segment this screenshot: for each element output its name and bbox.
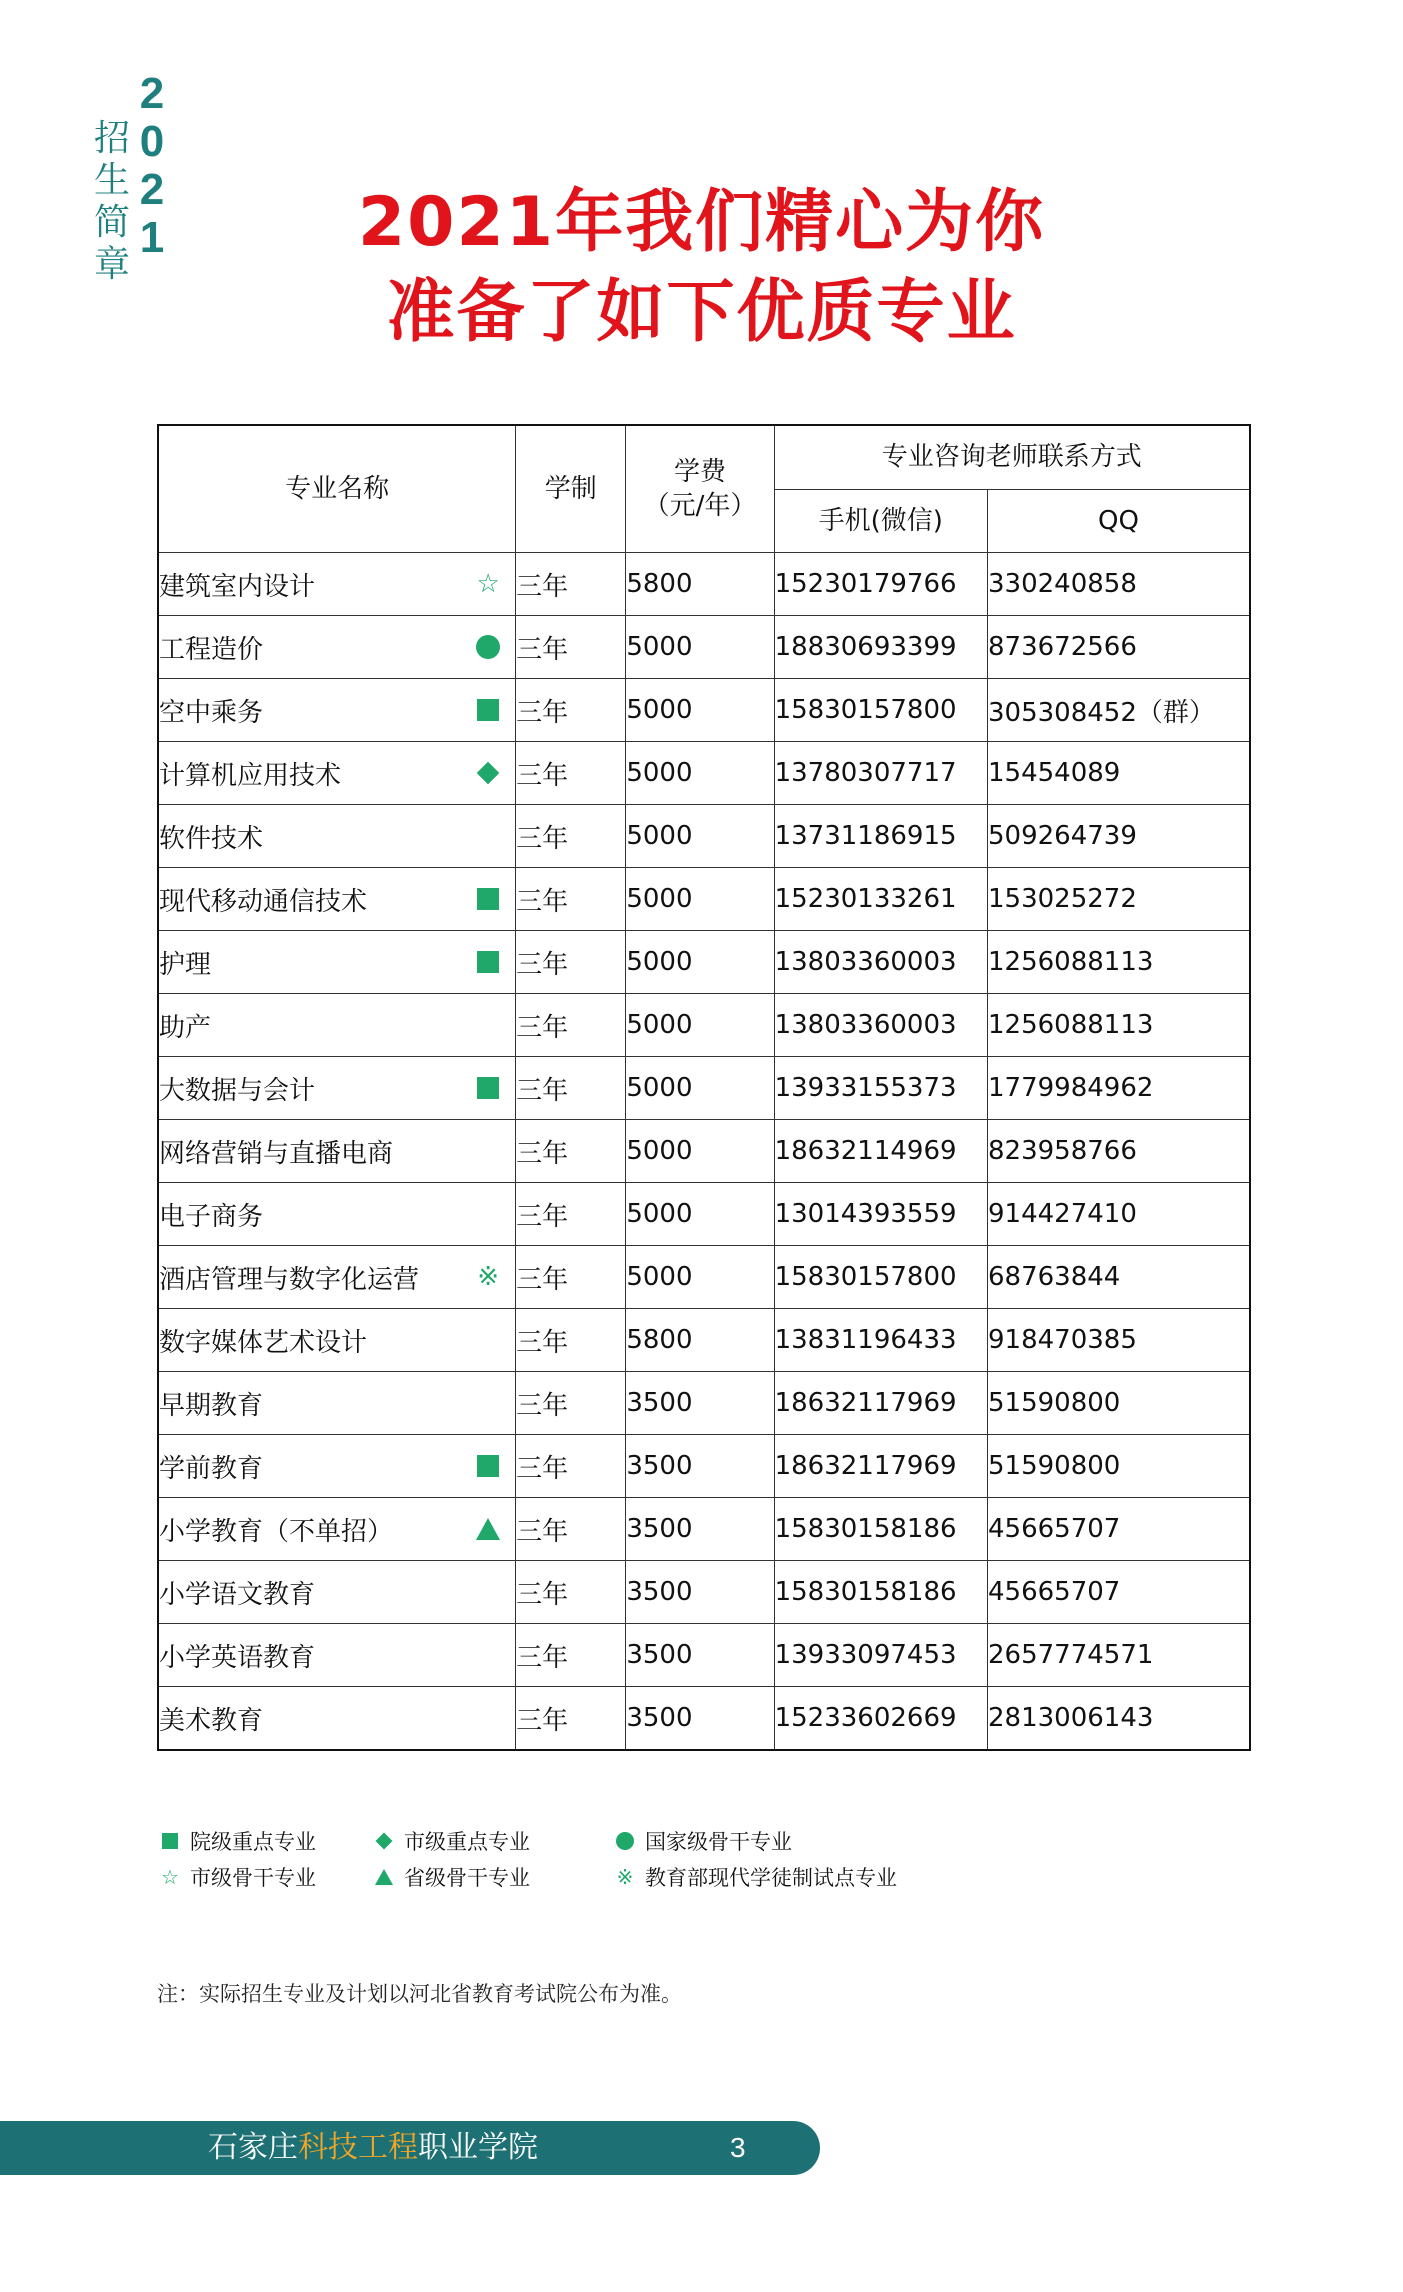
qq-cell	[987, 1561, 1250, 1624]
phone-cell	[774, 931, 987, 994]
year-digit: 2	[139, 165, 165, 214]
duration-cell	[516, 868, 626, 931]
school-name	[208, 2128, 538, 2168]
table-row	[158, 1309, 1250, 1372]
qq-cell-text: 873672566	[987, 632, 1137, 662]
major-name-cell	[158, 742, 516, 805]
legend-label: 市级骨干专业	[190, 1866, 316, 1890]
major-name-cell-text: 护理	[159, 949, 212, 980]
fee-cell-text: 5000	[626, 1073, 693, 1103]
major-name-cell	[158, 994, 516, 1057]
square-icon	[475, 1075, 501, 1101]
major-name-cell-text: 大数据与会计	[159, 1075, 316, 1106]
major-name-cell-text: 早期教育	[159, 1390, 264, 1421]
duration-cell	[516, 805, 626, 868]
legend-item	[374, 1826, 530, 1856]
fee-cell-text: 5000	[626, 821, 693, 851]
duration-cell-text: 三年	[516, 823, 569, 854]
phone-cell-text: 15830157800	[774, 695, 957, 725]
phone-cell	[774, 1372, 987, 1435]
duration-cell-text: 三年	[516, 634, 569, 665]
qq-cell	[987, 1435, 1250, 1498]
fee-cell	[626, 931, 774, 994]
fee-cell-text: 3500	[626, 1514, 693, 1544]
duration-cell-text: 三年	[516, 1453, 569, 1484]
duration-cell-text: 三年	[516, 1012, 569, 1043]
square-icon	[475, 697, 501, 723]
phone-cell	[774, 1687, 987, 1751]
table-row	[158, 679, 1250, 742]
qq-cell-text: 1256088113	[987, 947, 1154, 977]
qq-cell	[987, 679, 1250, 742]
duration-cell	[516, 679, 626, 742]
qq-cell-text: 2657774571	[987, 1640, 1154, 1670]
table-row	[158, 1435, 1250, 1498]
duration-cell-text: 三年	[516, 1642, 569, 1673]
major-name-cell	[158, 1120, 516, 1183]
major-name-cell-text: 工程造价	[159, 634, 264, 665]
phone-cell-text: 13933097453	[774, 1640, 957, 1670]
legend-item	[374, 1862, 530, 1892]
qq-cell	[987, 553, 1250, 616]
table-body	[158, 553, 1250, 1751]
fee-cell-text: 5800	[626, 1325, 693, 1355]
qq-cell-text: 68763844	[987, 1262, 1121, 1292]
phone-cell	[774, 1561, 987, 1624]
table-row	[158, 616, 1250, 679]
table-row	[158, 1687, 1250, 1751]
major-name-cell-text: 小学语文教育	[159, 1579, 316, 1610]
qq-cell	[987, 1624, 1250, 1687]
duration-cell-text: 三年	[516, 1264, 569, 1295]
fee-cell	[626, 1183, 774, 1246]
legend-label: 省级骨干专业	[404, 1866, 530, 1890]
legend-label: 院级重点专业	[190, 1830, 316, 1854]
major-name-cell	[158, 1561, 516, 1624]
square-icon	[475, 886, 501, 912]
major-name-cell	[158, 1183, 516, 1246]
major-name-cell	[158, 1246, 516, 1309]
header-qq: QQ	[987, 489, 1250, 553]
major-name-cell-text: 建筑室内设计	[159, 571, 316, 602]
duration-cell-text: 三年	[516, 1705, 569, 1736]
phone-cell	[774, 679, 987, 742]
phone-cell	[774, 1057, 987, 1120]
qq-cell	[987, 616, 1250, 679]
fee-cell-text: 5000	[626, 884, 693, 914]
star-outline-icon: ☆	[161, 1865, 179, 1889]
major-name-cell	[158, 679, 516, 742]
reference-mark-icon: ※	[477, 1262, 500, 1292]
fee-cell-text: 3500	[626, 1577, 693, 1607]
phone-cell	[774, 1435, 987, 1498]
header-phone: 手机(微信)	[774, 489, 987, 553]
phone-cell-text: 18632117969	[774, 1451, 957, 1481]
phone-cell	[774, 1624, 987, 1687]
table-row	[158, 868, 1250, 931]
table-row	[158, 805, 1250, 868]
qq-cell-text: 330240858	[987, 569, 1137, 599]
table-row	[158, 931, 1250, 994]
major-name-cell-text: 现代移动通信技术	[159, 886, 368, 917]
phone-cell	[774, 1120, 987, 1183]
header-fee-line1: 学费	[673, 457, 726, 487]
year-digit: 1	[139, 213, 165, 262]
fee-cell-text: 5000	[626, 758, 693, 788]
qq-cell-text: 2813006143	[987, 1703, 1154, 1733]
major-name-cell	[158, 1687, 516, 1751]
fee-cell	[626, 994, 774, 1057]
fee-cell-text: 3500	[626, 1640, 693, 1670]
phone-cell	[774, 1183, 987, 1246]
duration-cell-text: 三年	[516, 949, 569, 980]
qq-cell	[987, 868, 1250, 931]
triangle-icon	[475, 1516, 501, 1542]
header-row	[158, 425, 1250, 489]
qq-cell	[987, 1498, 1250, 1561]
duration-cell	[516, 1057, 626, 1120]
duration-cell	[516, 742, 626, 805]
major-name-cell-text: 数字媒体艺术设计	[159, 1327, 368, 1358]
fee-cell	[626, 1057, 774, 1120]
duration-cell	[516, 931, 626, 994]
table-row	[158, 994, 1250, 1057]
fee-cell-text: 3500	[626, 1388, 693, 1418]
qq-cell-text: 914427410	[987, 1199, 1137, 1229]
duration-cell	[516, 1309, 626, 1372]
phone-cell	[774, 742, 987, 805]
phone-cell-text: 13014393559	[774, 1199, 957, 1229]
phone-cell-text: 18830693399	[774, 632, 957, 662]
table-row	[158, 1057, 1250, 1120]
fee-cell	[626, 679, 774, 742]
phone-cell-text: 13803360003	[774, 947, 957, 977]
major-name-cell-text: 小学英语教育	[159, 1642, 316, 1673]
fee-cell	[626, 742, 774, 805]
square-icon	[475, 949, 501, 975]
major-name-cell	[158, 805, 516, 868]
square-icon	[475, 1453, 501, 1479]
footnote: 注：实际招生专业及计划以河北省教育考试院公布为准。	[157, 1982, 682, 2006]
diamond-icon	[374, 1831, 394, 1851]
duration-cell	[516, 1372, 626, 1435]
table-row	[158, 742, 1250, 805]
table-row	[158, 1183, 1250, 1246]
legend-item	[615, 1862, 897, 1892]
major-name-cell	[158, 1435, 516, 1498]
fee-cell	[626, 1435, 774, 1498]
fee-cell	[626, 1561, 774, 1624]
fee-cell-text: 5800	[626, 569, 693, 599]
duration-cell	[516, 1435, 626, 1498]
fee-cell	[626, 1309, 774, 1372]
phone-cell	[774, 868, 987, 931]
phone-cell	[774, 805, 987, 868]
qq-cell	[987, 1687, 1250, 1751]
legend-item	[615, 1826, 792, 1856]
qq-cell	[987, 1120, 1250, 1183]
duration-cell-text: 三年	[516, 1075, 569, 1106]
legend-item	[160, 1862, 316, 1892]
major-name-cell-text: 空中乘务	[159, 697, 264, 728]
qq-cell-text: 305308452（群）	[987, 697, 1215, 728]
table-row	[158, 1120, 1250, 1183]
phone-cell	[774, 1498, 987, 1561]
phone-cell-text: 15830157800	[774, 1262, 957, 1292]
fee-cell-text: 5000	[626, 947, 693, 977]
fee-cell	[626, 1687, 774, 1751]
legend-label: 教育部现代学徒制试点专业	[645, 1866, 897, 1890]
table-row	[158, 1561, 1250, 1624]
qq-cell-text: 153025272	[987, 884, 1137, 914]
fee-cell	[626, 1498, 774, 1561]
legend-item	[160, 1826, 316, 1856]
phone-cell-text: 18632114969	[774, 1136, 957, 1166]
legend-label: 国家级骨干专业	[645, 1830, 792, 1854]
subtitle-char: 章	[93, 244, 130, 285]
year-digit: 2	[139, 69, 165, 118]
phone-cell	[774, 1246, 987, 1309]
table-row	[158, 1498, 1250, 1561]
fee-cell	[626, 1246, 774, 1309]
qq-cell	[987, 1309, 1250, 1372]
fee-cell-text: 5000	[626, 1199, 693, 1229]
fee-cell	[626, 616, 774, 679]
fee-cell	[626, 1120, 774, 1183]
fee-cell	[626, 805, 774, 868]
reference-mark-icon: ※	[616, 1865, 634, 1889]
fee-cell-text: 5000	[626, 1136, 693, 1166]
phone-cell-text: 13780307717	[774, 758, 957, 788]
duration-cell	[516, 1183, 626, 1246]
duration-cell-text: 三年	[516, 697, 569, 728]
phone-cell-text: 15233602669	[774, 1703, 957, 1733]
school-name-part: 职业学院	[418, 2130, 538, 2165]
qq-cell-text: 15454089	[987, 758, 1121, 788]
header-name: 专业名称	[158, 425, 516, 553]
school-name-highlight: 科技工程	[298, 2130, 418, 2165]
qq-cell-text: 1779984962	[987, 1073, 1154, 1103]
duration-cell-text: 三年	[516, 1327, 569, 1358]
table-row	[158, 1624, 1250, 1687]
school-name-part: 石家庄	[208, 2130, 298, 2165]
fee-cell	[626, 553, 774, 616]
fee-cell-text: 5000	[626, 695, 693, 725]
circle-icon	[475, 634, 501, 660]
subtitle-char: 招	[93, 118, 130, 159]
phone-cell-text: 13731186915	[774, 821, 957, 851]
phone-cell	[774, 1309, 987, 1372]
phone-cell	[774, 553, 987, 616]
phone-cell-text: 18632117969	[774, 1388, 957, 1418]
fee-cell	[626, 868, 774, 931]
qq-cell-text: 51590800	[987, 1451, 1121, 1481]
duration-cell	[516, 994, 626, 1057]
qq-cell-text: 509264739	[987, 821, 1137, 851]
diamond-icon	[475, 760, 501, 786]
triangle-icon	[374, 1867, 394, 1887]
qq-cell	[987, 742, 1250, 805]
qq-cell	[987, 931, 1250, 994]
qq-cell	[987, 1372, 1250, 1435]
page-number: 3	[730, 2132, 746, 2163]
header-fee-line2: （元/年）	[643, 491, 757, 521]
phone-cell-text: 15830158186	[774, 1514, 957, 1544]
table-row	[158, 553, 1250, 616]
duration-cell	[516, 1498, 626, 1561]
square-icon	[160, 1831, 180, 1851]
fee-cell	[626, 1372, 774, 1435]
qq-cell-text: 823958766	[987, 1136, 1137, 1166]
duration-cell-text: 三年	[516, 1201, 569, 1232]
title-line-1: 2021年我们精心为你	[357, 183, 1046, 262]
duration-cell	[516, 1624, 626, 1687]
qq-cell-text: 918470385	[987, 1325, 1137, 1355]
phone-cell-text: 13933155373	[774, 1073, 957, 1103]
phone-cell	[774, 616, 987, 679]
major-name-cell-text: 美术教育	[159, 1705, 264, 1736]
major-name-cell	[158, 1624, 516, 1687]
phone-cell-text: 13803360003	[774, 1010, 957, 1040]
major-name-cell	[158, 616, 516, 679]
major-name-cell-text: 网络营销与直播电商	[159, 1138, 394, 1169]
table-row	[158, 1246, 1250, 1309]
major-name-cell	[158, 1498, 516, 1561]
duration-cell	[516, 1561, 626, 1624]
fee-cell-text: 3500	[626, 1451, 693, 1481]
duration-cell-text: 三年	[516, 1138, 569, 1169]
duration-cell-text: 三年	[516, 1579, 569, 1610]
phone-cell-text: 15230133261	[774, 884, 957, 914]
duration-cell-text: 三年	[516, 1516, 569, 1547]
duration-cell	[516, 553, 626, 616]
major-name-cell-text: 酒店管理与数字化运营	[159, 1264, 420, 1295]
table-row	[158, 1372, 1250, 1435]
legend-label: 市级重点专业	[404, 1830, 530, 1854]
major-name-cell	[158, 553, 516, 616]
qq-cell	[987, 1246, 1250, 1309]
qq-cell	[987, 1183, 1250, 1246]
duration-cell-text: 三年	[516, 1390, 569, 1421]
major-name-cell-text: 软件技术	[159, 823, 264, 854]
fee-cell-text: 5000	[626, 1262, 693, 1292]
major-name-cell-text: 小学教育（不单招）	[159, 1516, 394, 1547]
star-outline-icon: ☆	[476, 569, 500, 599]
duration-cell	[516, 616, 626, 679]
phone-cell-text: 15230179766	[774, 569, 957, 599]
title-line-2: 准备了如下优质专业	[386, 273, 1017, 352]
major-name-cell-text: 计算机应用技术	[159, 760, 342, 791]
qq-cell-text: 1256088113	[987, 1010, 1154, 1040]
header-contact: 专业咨询老师联系方式	[774, 425, 1250, 489]
qq-cell	[987, 1057, 1250, 1120]
major-name-cell-text: 学前教育	[159, 1453, 264, 1484]
major-name-cell	[158, 1309, 516, 1372]
fee-cell-text: 5000	[626, 1010, 693, 1040]
phone-cell-text: 13831196433	[774, 1325, 957, 1355]
majors-table	[157, 424, 1251, 1751]
major-name-cell	[158, 1057, 516, 1120]
header-duration: 学制	[516, 425, 626, 553]
qq-cell	[987, 994, 1250, 1057]
fee-cell	[626, 1624, 774, 1687]
fee-cell-text: 3500	[626, 1703, 693, 1733]
phone-cell-text: 15830158186	[774, 1577, 957, 1607]
duration-cell	[516, 1120, 626, 1183]
major-name-cell-text: 电子商务	[159, 1201, 264, 1232]
qq-cell	[987, 805, 1250, 868]
major-name-cell	[158, 868, 516, 931]
major-name-cell-text: 助产	[159, 1012, 212, 1043]
duration-cell	[516, 1687, 626, 1751]
phone-cell	[774, 994, 987, 1057]
circle-icon	[615, 1831, 635, 1851]
major-name-cell	[158, 1372, 516, 1435]
qq-cell-text: 51590800	[987, 1388, 1121, 1418]
year-digit: 0	[139, 117, 165, 166]
qq-cell-text: 45665707	[987, 1514, 1121, 1544]
page-title	[0, 178, 1403, 358]
subtitle-char: 简	[93, 202, 130, 243]
fee-cell-text: 5000	[626, 632, 693, 662]
duration-cell-text: 三年	[516, 760, 569, 791]
major-name-cell	[158, 931, 516, 994]
subtitle-char: 生	[93, 160, 130, 201]
duration-cell-text: 三年	[516, 571, 569, 602]
duration-cell-text: 三年	[516, 886, 569, 917]
header-fee	[626, 425, 774, 553]
duration-cell	[516, 1246, 626, 1309]
qq-cell-text: 45665707	[987, 1577, 1121, 1607]
